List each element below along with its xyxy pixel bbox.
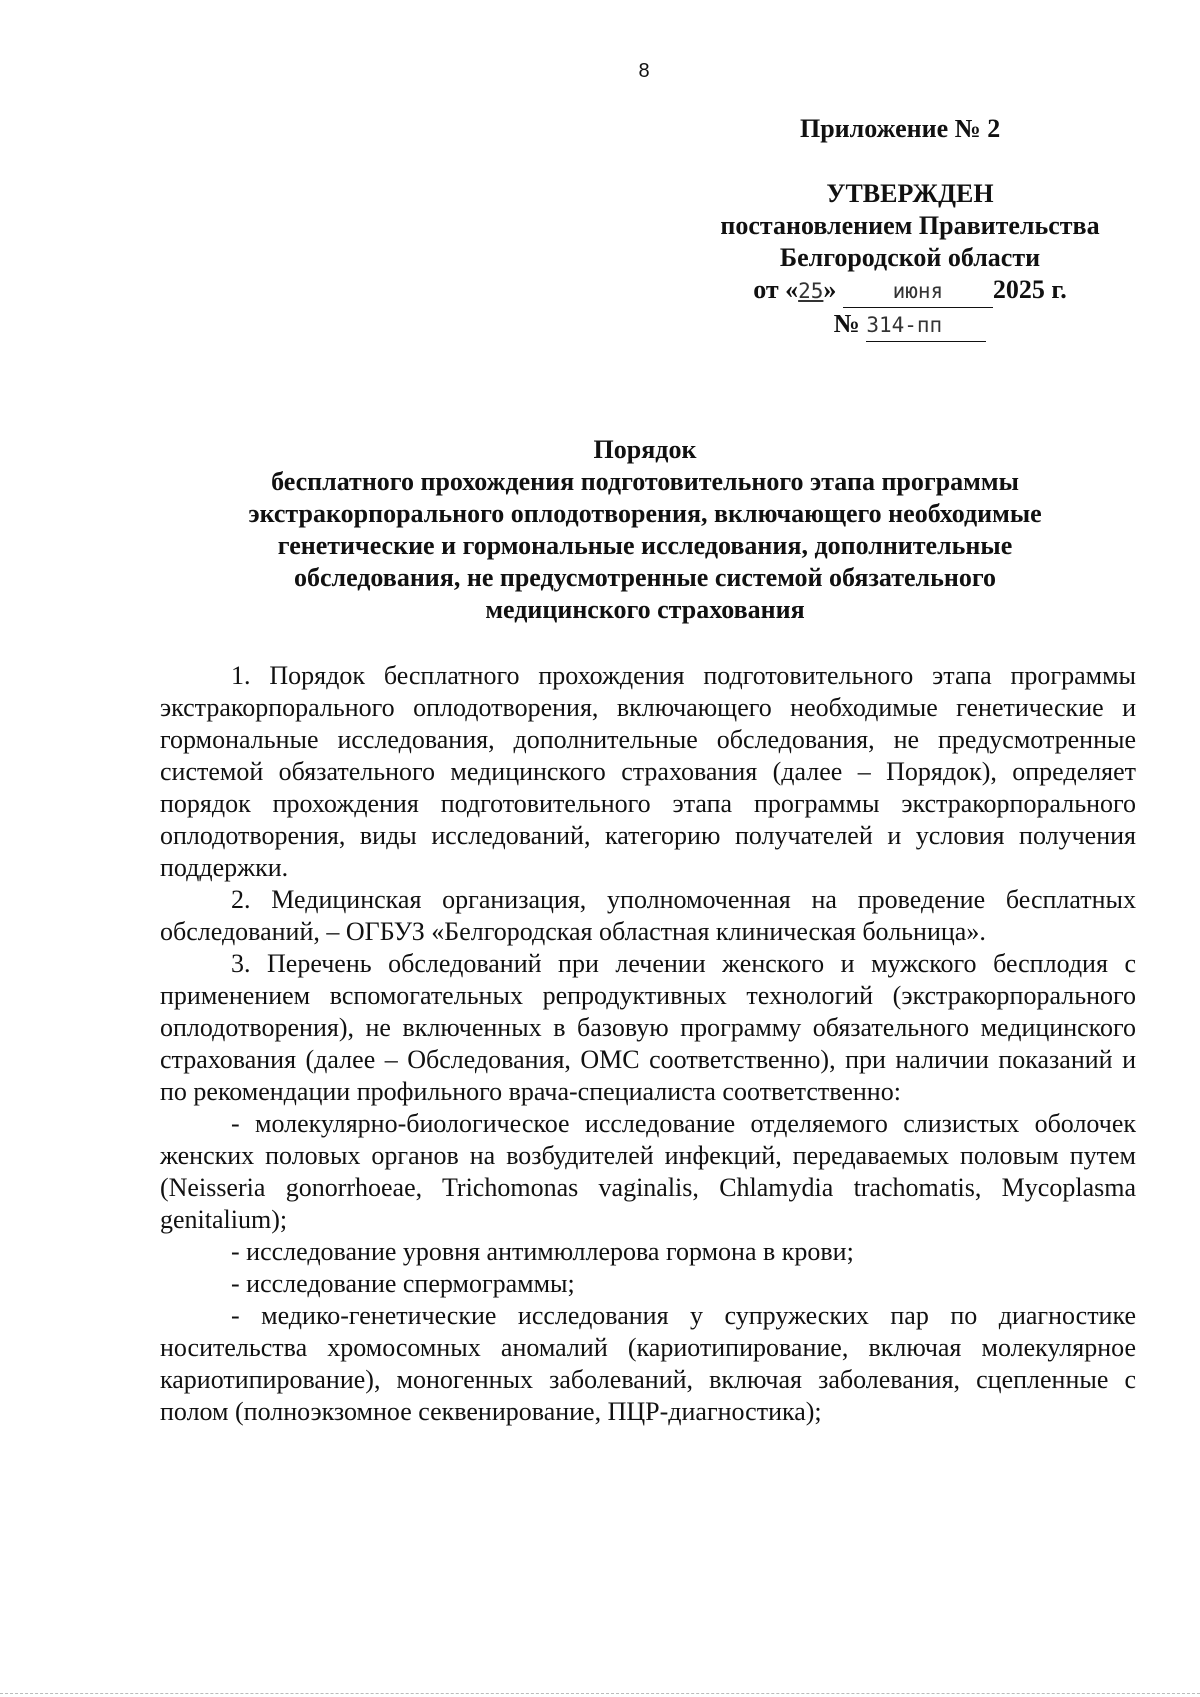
number-field (866, 308, 986, 342)
date-year: 2025 г. (992, 275, 1067, 304)
paragraph-1: 1. Порядок бесплатного прохождения подготовительного этапа программы экстракорпорального оплодотворения, включающего необходимые генетические и гормональные исследования, дополнительные обследования, не предусмотренные системой обязательного медицинского страхования (далее – Порядок), определяет порядок прохождения подготовительного этапа программы экстракорпорального оплодотворения, виды исследований, категорию получателей и условия получения поддержки. (160, 661, 1136, 882)
number-value: 314-пп (866, 313, 943, 337)
title-line: генетические и гормональные исследования, дополнительные (277, 531, 1013, 560)
approval-line-2: Белгородской области (779, 243, 1041, 272)
date-prefix: от « (753, 275, 799, 304)
title-line: бесплатного прохождения подготовительного этапа программы (271, 467, 1019, 496)
approval-heading: УТВЕРЖДЕН (826, 179, 994, 208)
number-prefix: № (833, 309, 860, 338)
list-item-amh-test: - исследование уровня антимюллерова гормона в крови; (231, 1237, 854, 1266)
date-month: июня (892, 279, 944, 303)
title-line: медицинского страхования (485, 595, 805, 624)
date-month-field (843, 274, 993, 308)
document-title (160, 434, 1130, 626)
paragraph-2: 2. Медицинская организация, уполномоченная на проведение бесплатных обследований, – ОГБУЗ «Белгородская областная клиническая больница». (160, 885, 1136, 946)
approval-block (690, 178, 1130, 342)
approval-line-1: постановлением Правительства (720, 211, 1100, 240)
list-item-genetic-tests: - медико-генетические исследования у супружеских пар по диагностике носительства хромосомных аномалий (кариотипирование, включая молекулярное кариотипирование), моногенных заболеваний, включая заболевания, сцепленные с полом (полноэкзомное секвенирование, ПЦР-диагностика); (160, 1301, 1136, 1426)
title-line: обследования, не предусмотренные системой обязательного (293, 563, 997, 592)
date-day: 25 (798, 279, 824, 303)
appendix-label: Приложение № 2 (800, 114, 1001, 143)
page-number: 8 (638, 60, 650, 82)
list-item-molecular-test: - молекулярно-биологическое исследование отделяемого слизистых оболочек женских половых органов на возбудителей инфекций, передаваемых половым путем (Neisseria gonorrhoeae, Trichomonas vaginalis, Chlamydia trachomatis, Mycoplasma genitalium); (160, 1109, 1136, 1234)
title-heading: Порядок (593, 435, 697, 464)
title-line: экстракорпорального оплодотворения, включающего необходимые (248, 499, 1042, 528)
approval-date (690, 274, 1130, 308)
approval-number (690, 308, 1130, 342)
date-mid: » (823, 275, 837, 304)
scan-edge-rule (0, 1693, 1200, 1694)
list-item-spermogram: - исследование спермограммы; (231, 1269, 575, 1298)
paragraph-3: 3. Перечень обследований при лечении женского и мужского бесплодия с применением вспомогательных репродуктивных технологий (экстракорпорального оплодотворения), не включенных в базовую программу обязательного медицинского страхования (далее – Обследования, ОМС соответственно), при наличии показаний и по рекомендации профильного врача-специалиста соответственно: (160, 949, 1136, 1106)
document-body (160, 660, 1136, 1428)
